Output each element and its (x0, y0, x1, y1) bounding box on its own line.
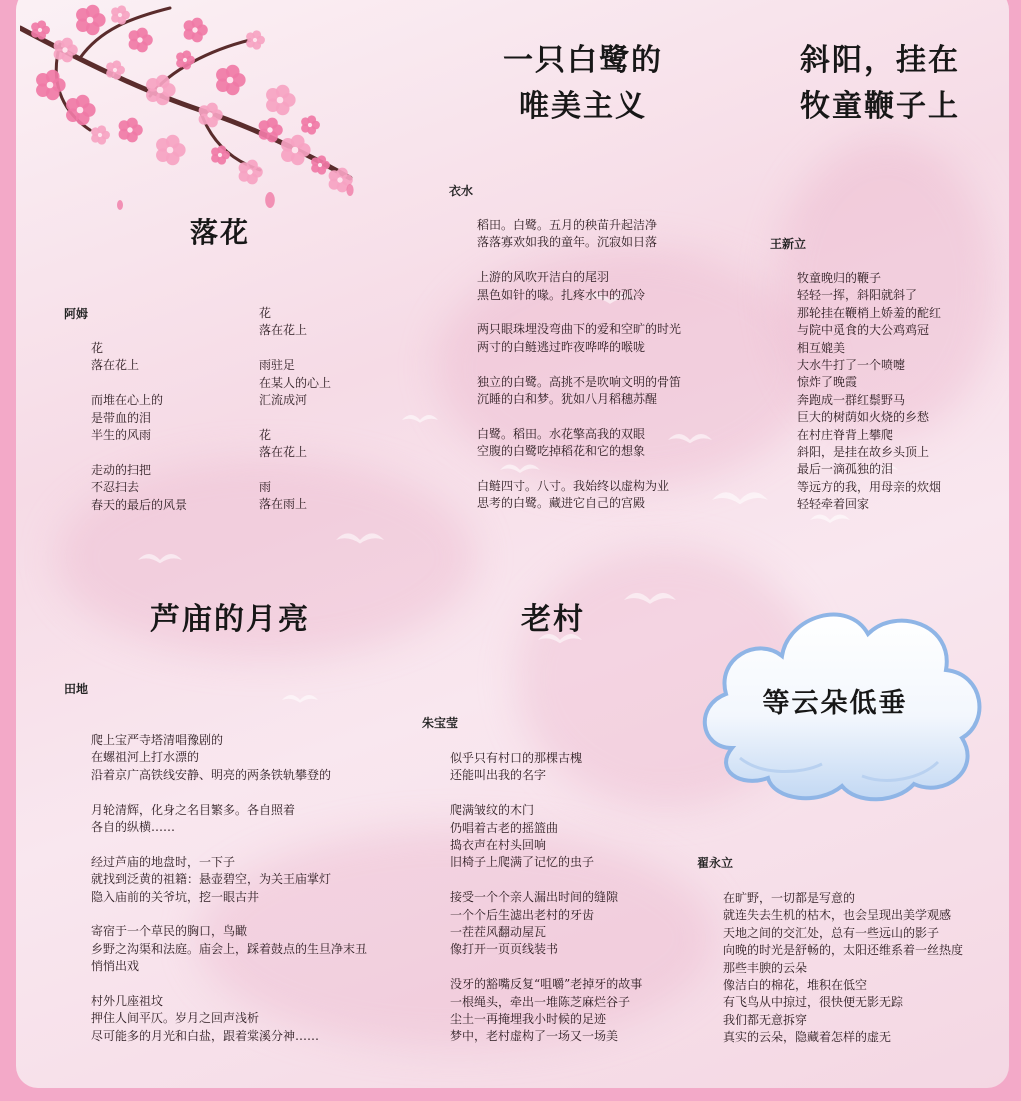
stanza (477, 478, 681, 513)
poem-line: 不忍扫去 (91, 480, 140, 495)
bird-icon (712, 492, 768, 504)
poem-line: 白鲢四寸。八寸。我始终以虚构为业 (477, 479, 670, 494)
poem-line: 就连失去生机的枯木，也会呈现出美学观感 (723, 908, 952, 923)
stanza (477, 374, 681, 409)
poem-line: 在螺祖河上打水漂的 (91, 750, 200, 765)
poem-line: 有飞鸟从中掠过，很快便无影无踪 (723, 995, 904, 1010)
poem-line: 经过芦庙的地盘时，一下子 (91, 854, 236, 869)
poem-line: 像洁白的棉花，堆积在低空 (723, 978, 868, 993)
poem-line: 爬满皱纹的木门 (450, 803, 535, 818)
poem-line: 向晚的时光是舒畅的，太阳还维系着一丝热度 (723, 943, 964, 958)
poem-line: 天地之间的交汇处，总有一些远山的影子 (723, 925, 940, 940)
bird-icon (810, 515, 850, 524)
poem-body-xieyang (797, 270, 941, 514)
bird-icon (138, 554, 182, 563)
stanza (91, 732, 367, 784)
poem-line: 还能叫出我的名字 (450, 768, 547, 783)
poem-line: 相互媲美 (797, 340, 846, 355)
poem-line: 月轮清辉，化身之名目繁多。各自照着 (91, 802, 296, 817)
stanza (477, 321, 681, 356)
stanza (797, 270, 941, 514)
author-bailu: 衣水 (449, 184, 474, 198)
stanza (91, 854, 367, 906)
poem-line: 奔跑成一群红鬃野马 (797, 392, 906, 407)
poem-line: 一根绳头，牵出一堆陈芝麻烂谷子 (450, 994, 631, 1009)
stanza (450, 889, 642, 959)
poem-body-lumiao (91, 732, 367, 1045)
stanza (477, 426, 681, 461)
stanza (450, 750, 642, 785)
poem-line: 落在花上 (259, 445, 308, 460)
stanza (259, 427, 331, 462)
poem-line: 我们都无意拆穿 (723, 1012, 808, 1027)
poem-line: 悄悄出戏 (91, 959, 140, 974)
poem-line: 黑色如针的喙。扎疼水中的孤冷 (477, 287, 646, 302)
title-xieyang (764, 38, 996, 130)
poem-line: 等远方的我，用母亲的炊烟 (797, 479, 942, 494)
poem-body-luohua-left (91, 340, 187, 514)
poem-line: 惊炸了晚霞 (797, 375, 858, 390)
poem-line: 巨大的树荫如火烧的乡愁 (797, 410, 930, 425)
poem-line: 轻轻一挥，斜阳就斜了 (797, 288, 918, 303)
poem-line: 在村庄脊背上攀爬 (797, 427, 894, 442)
poem-line: 那些丰腴的云朵 (723, 960, 808, 975)
title-bailu (472, 38, 694, 130)
poem-line: 与院中觅食的大公鸡鸡冠 (797, 323, 930, 338)
poem-line: 牧童晚归的鞭子 (797, 271, 882, 285)
poem-line: 村外几座祖坟 (91, 994, 164, 1009)
poem-line: 稻田。白鹭。五月的秧苗升起洁净 (477, 218, 658, 232)
poem-line: 隐入庙前的关爷坑，挖一眼古井 (91, 889, 260, 904)
poem-line: 尽可能多的月光和白盐，跟着棠溪分神…… (91, 1028, 320, 1043)
stanza (259, 479, 331, 514)
stanza (723, 890, 963, 1047)
poem-line: 旧椅子上爬满了记忆的虫子 (450, 855, 595, 870)
poem-line: 春天的最后的风景 (91, 497, 188, 512)
poem-line: 雨 (259, 480, 272, 495)
poem-line: 乡野之沟渠和法庭。庙会上，踩着鼓点的生旦净末丑 (91, 941, 368, 956)
title-line: 牧童鞭子上 (800, 89, 960, 124)
title-line: 斜阳，挂在 (800, 43, 960, 78)
poem-line: 斜阳，是挂在故乡头顶上 (797, 445, 930, 460)
author-laocun: 朱宝莹 (422, 716, 459, 730)
poem-line: 就找到泛黄的祖籍：悬壶碧空，为关王庙掌灯 (91, 872, 332, 887)
poem-line: 押住人间平仄。岁月之回声浅析 (91, 1011, 260, 1026)
author-yunduo: 翟永立 (697, 856, 734, 870)
poem-line: 像打开一页页线装书 (450, 942, 559, 957)
author-lumiao: 田地 (64, 682, 89, 696)
author-xieyang: 王新立 (770, 237, 807, 251)
bird-icon (282, 695, 318, 703)
poem-line: 落在花上 (259, 323, 308, 338)
stanza (477, 269, 681, 304)
poem-line: 上游的风吹开洁白的尾羽 (477, 270, 610, 285)
poem-line: 雨驻足 (259, 358, 296, 373)
stanza (91, 923, 367, 975)
poem-body-yunduo (723, 890, 963, 1047)
poem-line: 白鹭。稻田。水花擎高我的双眼 (477, 426, 646, 441)
bird-icon (402, 415, 438, 423)
poem-line: 沉睡的白和梦。犹如八月稻穗苏醒 (477, 392, 658, 407)
poem-line: 接受一个个亲人漏出时间的缝隙 (450, 890, 619, 905)
stanza (259, 305, 331, 340)
stanza (259, 357, 331, 409)
poem-line: 走动的扫把 (91, 462, 152, 477)
title-line: 唯美主义 (519, 89, 647, 124)
poem-line: 独立的白鹭。高挑不是吹响文明的骨笛 (477, 374, 682, 389)
stanza (450, 802, 642, 872)
poem-line: 落在花上 (91, 358, 140, 373)
poem-line: 梦中，老村虚构了一场又一场美 (450, 1029, 619, 1044)
poem-line: 没牙的豁嘴反复“咀嚼”老掉牙的故事 (450, 977, 643, 992)
poem-line: 在旷野，一切都是写意的 (723, 891, 856, 905)
poem-line: 汇流成河 (259, 393, 308, 408)
poem-line: 最后一滴孤独的泪 (797, 462, 894, 477)
poem-line: 落落寡欢如我的童年。沉寂如日落 (477, 235, 658, 250)
title-line: 一只白鹭的 (503, 43, 663, 78)
poem-line: 思考的白鹭。藏进它自己的宫殿 (477, 496, 646, 511)
stanza (91, 993, 367, 1045)
poem-line: 花 (259, 427, 272, 442)
poem-line: 捣衣声在村头回响 (450, 838, 547, 853)
poem-line: 两只眼珠埋没弯曲下的爱和空旷的时光 (477, 322, 682, 337)
title-laocun: 老村 (521, 602, 585, 637)
poem-body-luohua-right (259, 305, 331, 514)
title-yunduo: 等云朵低垂 (762, 688, 908, 719)
title-luohua: 落花 (189, 216, 250, 249)
poem-line: 半生的风雨 (91, 428, 152, 443)
stanza (91, 340, 187, 375)
poem-line: 花 (91, 341, 104, 355)
poem-line: 尘土一再掩埋我小时候的足迹 (450, 1012, 607, 1027)
poem-line: 空腹的白鹭吃掉稻花和它的想象 (477, 444, 646, 459)
poem-line: 花 (259, 306, 272, 320)
bird-icon (624, 593, 676, 604)
poem-line: 两寸的白鲢逃过昨夜哗哗的喉咙 (477, 339, 646, 354)
poem-line: 一茬茬风翻动屋瓦 (450, 925, 547, 940)
stanza (450, 976, 642, 1046)
poem-line: 真实的云朵，隐藏着怎样的虚无 (723, 1030, 892, 1045)
poem-line: 一个个后生滤出老村的牙齿 (450, 907, 595, 922)
poem-line: 落在雨上 (259, 497, 308, 512)
poem-body-laocun (450, 750, 642, 1046)
stanza (91, 802, 367, 837)
poem-line: 那轮挂在鞭梢上娇羞的酡红 (797, 305, 942, 320)
author-luohua: 阿姆 (64, 307, 89, 321)
poem-line: 而堆在心上的 (91, 393, 164, 408)
stanza (91, 392, 187, 444)
poem-line: 寄宿于一个草民的胸口，鸟瞰 (91, 924, 248, 939)
poem-line: 是带血的泪 (91, 410, 152, 425)
poem-line: 沿着京广高铁线安静、明亮的两条铁轨攀登的 (91, 767, 332, 782)
stanza (477, 217, 681, 252)
poem-line: 爬上宝严寺塔清唱豫剧的 (91, 733, 224, 747)
title-lumiao: 芦庙的月亮 (150, 602, 310, 637)
poem-line: 似乎只有村口的那棵古槐 (450, 751, 583, 765)
poem-line: 在某人的心上 (259, 375, 332, 390)
poem-line: 轻轻牵着回家 (797, 497, 870, 512)
poem-line: 仍唱着古老的摇篮曲 (450, 820, 559, 835)
bird-icon (336, 533, 384, 543)
poem-body-bailu (477, 217, 681, 513)
stanza (91, 462, 187, 514)
poem-line: 各自的纵横…… (91, 820, 176, 835)
poem-line: 大水牛打了一个喷嚏 (797, 358, 906, 373)
